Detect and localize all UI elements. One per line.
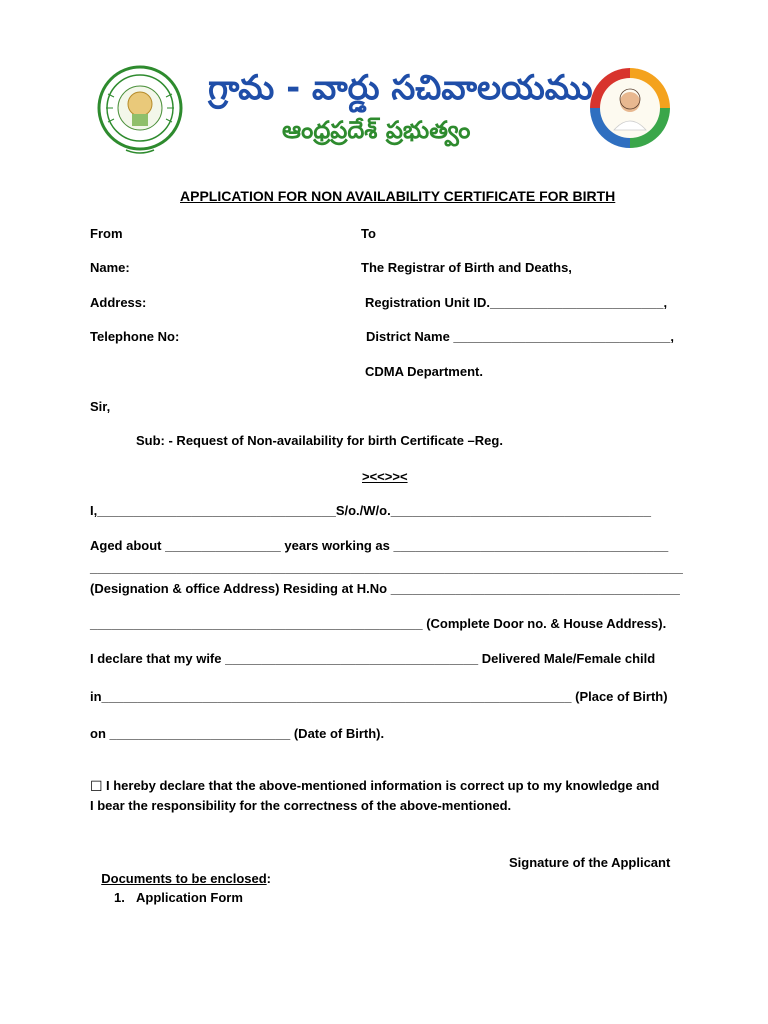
cdma-department: CDMA Department. xyxy=(365,364,483,379)
signature-label: Signature of the Applicant xyxy=(509,855,671,870)
documents-heading-text: Documents to be enclosed xyxy=(101,871,267,886)
date-of-birth-field[interactable]: on _________________________ (Date of Birth). xyxy=(90,726,385,741)
declaration-line-1: I hereby declare that the above-mentioned information is correct up to my knowledge and xyxy=(106,778,660,793)
blank-line[interactable]: __________________________________________________________________________________ xyxy=(90,560,683,575)
documents-heading-colon: : xyxy=(266,871,271,886)
age-occupation-field[interactable]: Aged about ________________ years working as ______________________________________ xyxy=(90,538,669,553)
page-title: APPLICATION FOR NON AVAILABILITY CERTIFICATE FOR BIRTH xyxy=(180,188,616,204)
header-title-line1: గ్రామ - వార్డు సచివాలయము xyxy=(208,68,593,108)
navaratnalu-wheel-icon xyxy=(588,66,672,150)
name-label: Name: xyxy=(90,260,130,275)
registration-unit-field[interactable]: Registration Unit ID.________________________, xyxy=(365,295,668,310)
wife-name-field[interactable]: I declare that my wife ___________________________________ Delivered Male/Female child xyxy=(90,651,656,666)
list-item-number: 1. xyxy=(114,890,125,905)
header-title-line2: ఆంధ్రప్రదేశ్ ప్రభుత్వం xyxy=(282,116,471,144)
place-of-birth-field[interactable]: in_________________________________________________________________ (Place of Birth) xyxy=(90,689,668,704)
subject-line: Sub: - Request of Non-availability for birth Certificate –Reg. xyxy=(136,433,503,448)
list-item: Application Form xyxy=(136,890,243,905)
separator: ><<>>< xyxy=(362,469,408,484)
designation-residence-field[interactable]: (Designation & office Address) Residing at H.No ________________________________________ xyxy=(90,581,680,596)
andhra-pradesh-emblem-icon xyxy=(96,64,184,156)
from-label: From xyxy=(90,226,123,241)
documents-heading xyxy=(94,855,271,887)
name-relation-field[interactable]: I,_________________________________S/o./W/o.____________________________________ xyxy=(90,503,651,518)
address-label: Address: xyxy=(90,295,147,310)
district-name-field[interactable]: District Name ______________________________, xyxy=(366,329,674,344)
telephone-label: Telephone No: xyxy=(90,329,180,344)
to-label: To xyxy=(361,226,376,241)
declaration-line-2: I bear the responsibility for the correctness of the above-mentioned. xyxy=(90,798,512,813)
door-address-field[interactable]: ______________________________________________ (Complete Door no. & House Address). xyxy=(90,616,667,631)
registrar-line: The Registrar of Birth and Deaths, xyxy=(361,260,572,275)
declaration-checkbox[interactable]: ☐ xyxy=(90,778,103,794)
salutation: Sir, xyxy=(90,399,111,414)
